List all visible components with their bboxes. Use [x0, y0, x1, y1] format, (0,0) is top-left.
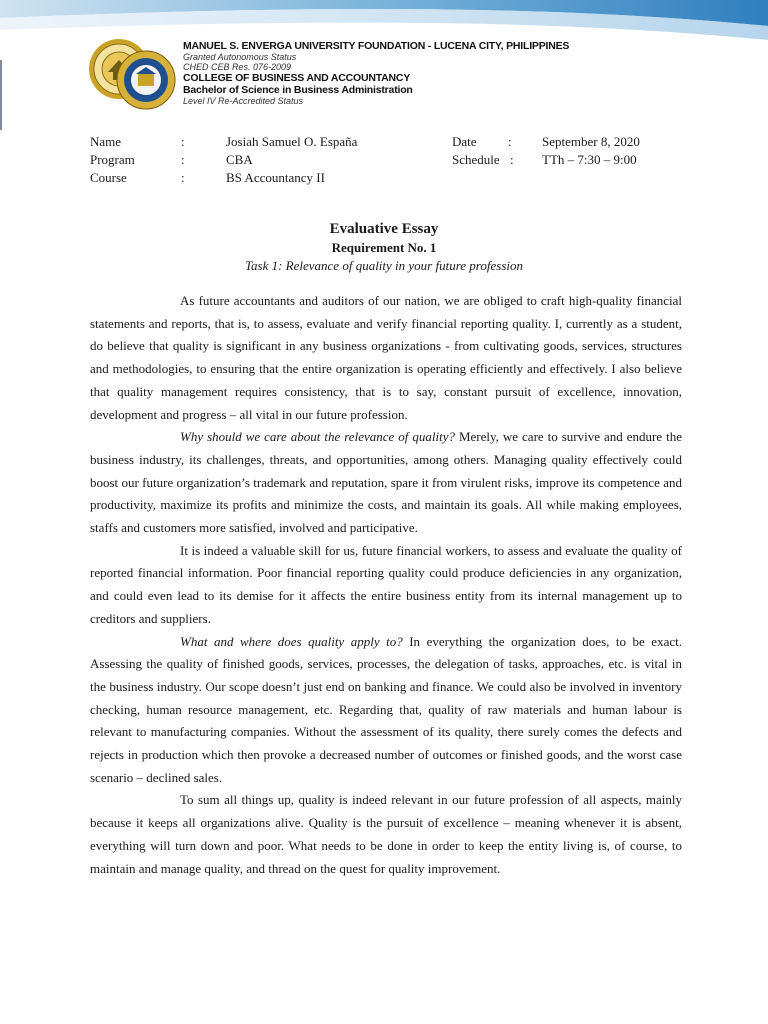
course-label: Course — [90, 170, 127, 185]
course-value: BS Accountancy II — [226, 170, 325, 185]
program-value: CBA — [226, 152, 253, 167]
question-2: What and where does quality apply to? — [180, 633, 403, 649]
essay-body — [90, 290, 682, 880]
paragraph-4-text: In everything the organization does, to be exact. Assessing the quality of finished goods, services, processes, the delegation of tasks, approaches, etc. is vital in the business industry. Our scope doesn’t just end on banking and finance. We could also be involved in inventory checking, human resource management, etc. Regarding that, quality of raw materials and human labour is relevant to manufacturing companies. Without the assessment of its quality, there surely comes the defects and rejects in production which then provoke a decreased number of outcomes or finished goods, and the worst case scenario – declined sales. — [90, 633, 682, 785]
schedule-value: TTh – 7:30 – 9:00 — [542, 152, 637, 167]
paragraph-2-text: Merely, we care to survive and endure the business industry, its challenges, threats, and opportunities, among others. Managing quality effectively could boost our future organization’s trademark and reputation, spare it from virulent risks, improve its competence and productivity, maximize its profits and minimize the costs, and maintain its goals. All while making employees, staffs and customers more satisfied, involved and participative. — [90, 429, 682, 536]
paragraph-3: It is indeed a valuable skill for us, future financial workers, to assess and evaluate the quality of reported financial information. Poor financial reporting quality could produce deficiencies in any organization, and could even lead to its demise for it affects the entire business entity from its internal management up to creditors and suppliers. — [90, 542, 682, 626]
requirement-number: Requirement No. 1 — [331, 240, 437, 255]
schedule-label: Schedule — [452, 152, 500, 167]
degree-program: Bachelor of Science in Business Administration — [183, 84, 413, 96]
question-1: Why should we care about the relevance of quality? — [180, 429, 455, 445]
paragraph-4 — [90, 631, 682, 790]
program-colon: : — [181, 152, 185, 167]
paragraph-2 — [90, 426, 682, 540]
schedule-colon: : — [510, 152, 514, 167]
college-name: COLLEGE OF BUSINESS AND ACCOUNTANCY — [183, 72, 411, 84]
paragraph-5: To sum all things up, quality is indeed relevant in our future profession of all aspects, mainly because it keeps all organizations alive. Quality is the pursuit of excellence – meaning whenever it is absent, everything will turn down and poor. What needs to be done in order to keep the entity living is, of course, to maintain and manage quality, and thread on the quest for quality improvement. — [90, 792, 682, 876]
college-seal-icon — [116, 50, 176, 110]
date-value: September 8, 2020 — [542, 134, 640, 149]
university-name: MANUEL S. ENVERGA UNIVERSITY FOUNDATION - LUCENA CITY, PHILIPPINES — [183, 40, 570, 52]
date-label: Date — [452, 134, 477, 149]
accreditation-status: Level IV Re-Accredited Status — [183, 96, 304, 106]
course-colon: : — [181, 170, 185, 185]
left-edge-line — [0, 60, 2, 130]
ched-resolution: CHED CEB Res. 076-2009 — [183, 62, 292, 72]
date-colon: : — [508, 134, 512, 149]
autonomous-status: Granted Autonomous Status — [183, 52, 297, 62]
name-value: Josiah Samuel O. España — [226, 134, 358, 149]
name-colon: : — [181, 134, 185, 149]
program-label: Program — [90, 152, 135, 167]
task-subtitle: Task 1: Relevance of quality in your future profession — [244, 258, 523, 273]
paragraph-1: As future accountants and auditors of our nation, we are obliged to craft high-quality financial statements and reports, that is, to assess, evaluate and verify financial reporting quality. I, currently as a student, do believe that quality is significant in any business organizations - from cultivating goods, services, structures and methodologies, to ensuring that the entire organization is operating efficiently and effectively. I also believe that quality management requires consistency, that is to say, constant pursuit of excellence, innovation, development and progress – all vital in our future profession. — [90, 293, 682, 422]
name-label: Name — [90, 134, 122, 149]
institution-header — [183, 40, 569, 106]
essay-title: Evaluative Essay — [329, 221, 439, 237]
